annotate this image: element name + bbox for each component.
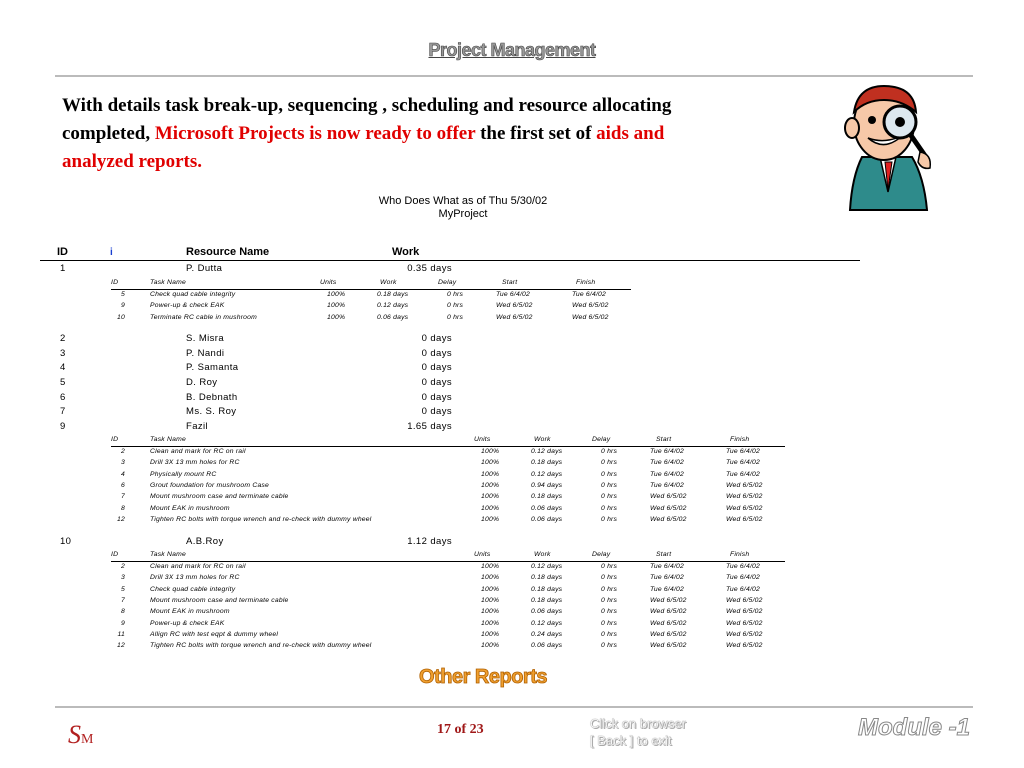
module-label: Module -1 [858,714,970,741]
task-work: 0.06 days [531,642,563,650]
sub-header-work: Work [534,551,551,558]
task-id: 7 [121,493,125,501]
task-delay: 0 hrs [601,448,618,455]
task-name: Check quad cable integrity [150,585,236,593]
task-finish: Tue 6/4/02 [726,459,760,467]
resource-name: P. Dutta [186,263,223,274]
page-number: 17 of 23 [437,722,484,737]
task-work: 0.18 days [377,291,409,298]
sub-header-start: Start [656,551,672,558]
sub-header-delay: Delay [592,551,611,558]
report-title: Who Does What as of Thu 5/30/02 [378,195,548,207]
task-units: 100% [481,596,500,604]
task-id: 8 [121,608,125,616]
task-id: 3 [121,459,125,467]
resource-name: A.B.Roy [186,536,224,547]
task-work: 0.06 days [531,504,563,512]
report-subtitle: MyProject [438,208,488,220]
intro-text-2: the first set of [475,123,597,144]
task-units: 100% [481,481,500,489]
col-header-info-icon: i [110,247,113,258]
task-units: 100% [481,608,500,616]
resource-work: 0 days [421,377,452,388]
task-id: 6 [121,481,125,489]
task-id: 3 [121,574,125,582]
resource-id: 10 [60,536,72,547]
resource-id: 9 [60,421,66,432]
task-start: Wed 6/5/02 [650,596,687,604]
task-work: 0.18 days [531,574,563,582]
task-finish: Wed 6/5/02 [726,642,763,650]
task-start: Tue 6/4/02 [650,470,684,478]
resource-id: 6 [60,392,66,403]
header-rule [40,260,860,261]
resource-name: P. Nandi [186,348,225,359]
task-id: 4 [121,470,125,478]
resource-id: 7 [60,406,66,417]
task-finish: Tue 6/4/02 [572,291,606,298]
intro-text-highlight-2: aids and analyzed reports. [62,123,665,172]
sub-header-id: ID [111,551,119,558]
resource-name: D. Roy [186,377,218,388]
task-work: 0.94 days [531,481,563,489]
col-header-resource-name: Resource Name [186,246,270,258]
sub-header-units: Units [474,436,491,443]
resource-work: 0 days [421,362,452,373]
sub-table-rule [111,446,785,447]
task-delay: 0 hrs [601,596,618,604]
resource-work: 0 days [421,406,452,417]
task-finish: Wed 6/5/02 [726,608,763,616]
task-finish: Tue 6/4/02 [726,448,760,455]
task-name: Tighten RC bolts with torque wrench and re-check with dummy wheel [150,515,372,523]
sub-header-id: ID [111,279,119,286]
task-start: Wed 6/5/02 [496,313,533,321]
task-start: Tue 6/4/02 [650,563,684,570]
sub-header-work: Work [534,436,551,443]
task-id: 9 [121,302,125,310]
task-id: 2 [121,448,125,455]
task-id: 8 [121,504,125,512]
task-name: Drill 3X 13 mm holes for RC [150,459,240,467]
resource-name: S. Misra [186,333,225,344]
task-delay: 0 hrs [601,515,618,523]
task-name: Terminate RC cable in mushroom [150,313,257,321]
task-delay: 0 hrs [601,504,618,512]
resource-work: 1.65 days [407,421,452,432]
sub-header-start: Start [656,436,672,443]
task-start: Tue 6/4/02 [650,448,684,455]
resource-id: 5 [60,377,66,388]
task-units: 100% [481,493,500,501]
task-start: Wed 6/5/02 [650,630,687,638]
task-units: 100% [481,630,500,638]
sub-header-finish: Finish [576,279,596,286]
task-finish: Tue 6/4/02 [726,563,760,570]
task-delay: 0 hrs [601,642,618,650]
task-finish: Wed 6/5/02 [572,302,609,310]
resource-id: 3 [60,348,66,359]
task-name: Physically mount RC [150,470,217,478]
task-delay: 0 hrs [447,302,464,310]
sub-header-units: Units [320,279,337,286]
task-start: Tue 6/4/02 [496,291,530,298]
sub-header-delay: Delay [438,279,457,286]
logo: SM [68,720,94,749]
task-start: Wed 6/5/02 [496,302,533,310]
task-finish: Wed 6/5/02 [726,515,763,523]
task-units: 100% [481,642,500,650]
task-start: Wed 6/5/02 [650,619,687,627]
task-start: Wed 6/5/02 [650,642,687,650]
task-work: 0.12 days [377,302,409,310]
task-id: 10 [117,313,125,321]
sub-header-units: Units [474,551,491,558]
task-start: Wed 6/5/02 [650,504,687,512]
task-name: Mount EAK in mushroom [150,608,230,616]
task-id: 7 [121,596,125,604]
task-id: 11 [117,630,125,638]
task-work: 0.12 days [531,470,563,478]
task-finish: Wed 6/5/02 [726,619,763,627]
sub-table-rule [111,289,631,290]
task-id: 2 [121,563,125,570]
task-finish: Wed 6/5/02 [726,504,763,512]
task-units: 100% [481,574,500,582]
task-units: 100% [481,459,500,467]
sub-header-finish: Finish [730,551,750,558]
task-delay: 0 hrs [601,619,618,627]
task-work: 0.18 days [531,585,563,593]
task-work: 0.12 days [531,448,563,455]
task-work: 0.06 days [377,313,409,321]
task-start: Tue 6/4/02 [650,481,684,489]
resource-name: Ms. S. Roy [186,406,237,417]
task-units: 100% [481,515,500,523]
intro-text-highlight-1: Microsoft Projects is now ready to offer [154,123,476,144]
task-delay: 0 hrs [601,630,618,638]
task-name: Tighten RC bolts with torque wrench and re-check with dummy wheel [150,642,372,650]
task-units: 100% [481,585,500,593]
task-name: Allign RC with test eqpt & dummy wheel [150,630,279,638]
resource-name: P. Samanta [186,362,239,373]
task-delay: 0 hrs [447,291,464,298]
task-work: 0.18 days [531,493,563,501]
resource-work: 0.35 days [407,263,452,274]
task-work: 0.18 days [531,596,563,604]
task-delay: 0 hrs [447,313,464,321]
col-header-id: ID [57,246,68,258]
task-finish: Wed 6/5/02 [726,596,763,604]
task-work: 0.24 days [531,630,563,638]
task-units: 100% [481,470,500,478]
task-name: Grout foundation for mushroom Case [150,481,270,489]
task-units: 100% [481,619,500,627]
sub-header-start: Start [502,279,518,286]
resource-name: Fazil [186,421,209,432]
task-id: 12 [117,642,125,650]
task-id: 5 [121,291,125,298]
task-name: Power-up & check EAK [150,619,225,627]
task-delay: 0 hrs [601,493,618,501]
task-work: 0.18 days [531,459,563,467]
task-work: 0.06 days [531,608,563,616]
task-units: 100% [327,302,346,310]
sub-header-id: ID [111,436,119,443]
task-id: 5 [121,585,125,593]
task-name: Clean and mark for RC on rail [150,448,246,455]
task-work: 0.12 days [531,563,563,570]
task-finish: Tue 6/4/02 [726,574,760,582]
task-finish: Wed 6/5/02 [726,630,763,638]
sub-header-task: Task Name [150,279,186,286]
task-start: Tue 6/4/02 [650,574,684,582]
task-finish: Wed 6/5/02 [726,493,763,501]
task-name: Drill 3X 13 mm holes for RC [150,574,240,582]
task-work: 0.12 days [531,619,563,627]
task-start: Wed 6/5/02 [650,608,687,616]
task-delay: 0 hrs [601,470,618,478]
task-finish: Wed 6/5/02 [726,481,763,489]
page-title: Project Management [428,40,596,60]
resource-work: 0 days [421,392,452,403]
sub-header-delay: Delay [592,436,611,443]
task-delay: 0 hrs [601,481,618,489]
sub-header-task: Task Name [150,436,186,443]
task-finish: Tue 6/4/02 [726,585,760,593]
resource-id: 4 [60,362,66,373]
task-name: Check quad cable integrity [150,291,236,298]
footer-divider [55,706,973,708]
task-name: Mount mushroom case and terminate cable [150,493,289,501]
resource-work: 0 days [421,333,452,344]
other-reports-link[interactable]: Other Reports [419,666,547,688]
resource-work: 0 days [421,348,452,359]
task-units: 100% [327,313,346,321]
resource-id: 2 [60,333,66,344]
task-name: Mount EAK in mushroom [150,504,230,512]
sub-header-work: Work [380,279,397,286]
task-id: 9 [121,619,125,627]
task-start: Wed 6/5/02 [650,515,687,523]
intro-text-1: With details task break-up, sequencing , scheduling and resource allocating completed, [62,95,672,144]
task-id: 12 [117,515,125,523]
task-start: Tue 6/4/02 [650,459,684,467]
task-start: Tue 6/4/02 [650,585,684,593]
sub-header-finish: Finish [730,436,750,443]
resource-work: 1.12 days [407,536,452,547]
task-units: 100% [481,563,500,570]
task-finish: Tue 6/4/02 [726,470,760,478]
task-delay: 0 hrs [601,574,618,582]
back-hint: Click on browser [ Back ] to exit [590,716,687,748]
sub-table-rule [111,561,785,562]
task-work: 0.06 days [531,515,563,523]
task-units: 100% [481,504,500,512]
col-header-work: Work [392,246,420,258]
task-units: 100% [327,291,346,298]
resource-id: 1 [60,263,66,274]
task-name: Power-up & check EAK [150,302,225,310]
task-delay: 0 hrs [601,585,618,593]
task-delay: 0 hrs [601,563,618,570]
task-name: Mount mushroom case and terminate cable [150,596,289,604]
sub-header-task: Task Name [150,551,186,558]
resource-name: B. Debnath [186,392,238,403]
task-units: 100% [481,448,500,455]
task-start: Wed 6/5/02 [650,493,687,501]
task-delay: 0 hrs [601,608,618,616]
task-delay: 0 hrs [601,459,618,467]
task-name: Clean and mark for RC on rail [150,563,246,570]
task-finish: Wed 6/5/02 [572,313,609,321]
